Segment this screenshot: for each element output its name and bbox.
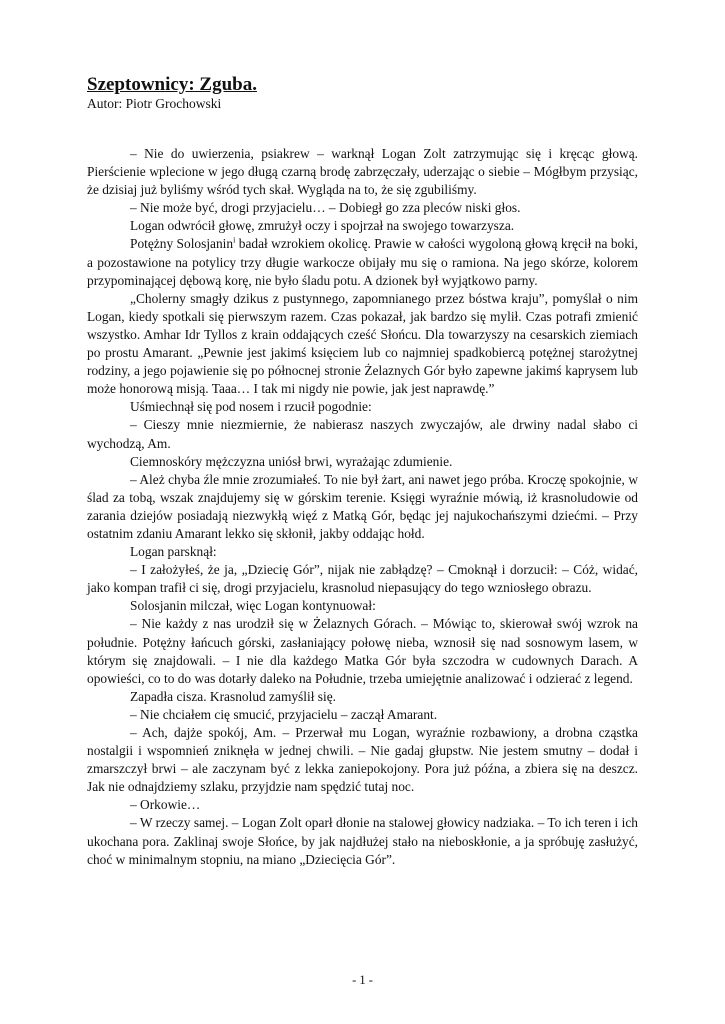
paragraph: Logan parsknął: xyxy=(130,544,217,560)
document-title: Szeptownicy: Zguba. xyxy=(87,74,257,95)
paragraph: „Cholerny smagły dzikus z pustynnego, zapomnianego przez bóstwa kraju”, pomyślał o nim Logan, kiedy spotkali się pierwszym razem. Czas pokazał, jak bardzo się mylił. Czas potrafi zmienić wszystko. Amhar Idr Tyllos z krain oddających cześć Słońcu. Dla towarzyszy na cesarskich ziemiach po prostu Amarant. „Pewnie jest jakimś księciem lub co najmniej spadkobiercą potężnej starożytnej rodziny, a jego pojawienie się po północnej stronie Żelaznych Gór było zapewne jakimś kaprysem lub może honorową misją. Taaa… I tak mi nigdy nie powie, jak jest naprawdę.” xyxy=(87,290,638,397)
paragraph-text: badał wzrokiem okolicę. Prawie w całości wygoloną głową kręcił na boki, a pozostawione na potylicy trzy długie warkocze obijały mu się o ramiona. Na jego skórze, kolorem przypominającej dębową korę, nie było śladu potu. A dzionek był wyjątkowo parny. xyxy=(87,236,638,288)
paragraph: Solosjanin milczał, więc Logan kontynuował: xyxy=(130,598,376,614)
paragraph: – Nie chciałem cię smucić, przyjacielu – zaczął Amarant. xyxy=(130,706,438,722)
paragraph: – Nie każdy z nas urodził się w Żelaznych Górach. – Mówiąc to, skierował swój wzrok na południe. Potężny łańcuch górski, zasłaniający połowę nieba, wznosił się nad sosnowym lasem, w którym się znajdowali. – I nie dla każdego Matka Gór była szczodra w cudownych Darach. A opowieści, co to do was dotarły daleko na Południe, trzeba umiejętnie analizować i odzierać z legend. xyxy=(87,616,638,686)
paragraph: – Nie może być, drogi przyjacielu… – Dobiegł go zza pleców niski głos. xyxy=(130,200,521,216)
paragraph: – Nie do uwierzenia, psiakrew – warknął Logan Zolt zatrzymując się i kręcąc głową. Pierścienie wplecione w jego długą czarną brodę zabrzęczały, uderzając o siebie – Mógłbym przysiąc, że dzisiaj już byliśmy wśród tych skał. Wygląda na to, że się zgubiliśmy. xyxy=(87,146,638,198)
paragraph: – Cieszy mnie niezmiernie, że nabierasz naszych zwyczajów, ale drwiny nadal słabo ci wychodzą, Am. xyxy=(87,417,638,451)
document-body xyxy=(87,145,638,869)
paragraph: Zapadła cisza. Krasnolud zamyślił się. xyxy=(130,688,336,704)
paragraph xyxy=(87,235,638,289)
paragraph: Logan odwrócił głowę, zmrużył oczy i spojrzał na swojego towarzysza. xyxy=(130,218,515,234)
footnote-marker[interactable]: i xyxy=(233,236,236,245)
paragraph: – Ależ chyba źle mnie zrozumiałeś. To nie był żart, ani nawet jego próba. Kroczę spokojnie, w ślad za tobą, wszak znajdujemy się w górskim terenie. Księgi wyraźnie mówią, iż krasnoludowie od zarania dziejów posiadają niezwykłą więź z Matką Gór, będąc jej najukochańszymi dziećmi. – Przy ostatnim zdaniu Amarant lekko się skłonił, jakby oddając hołd. xyxy=(87,471,638,541)
paragraph: – W rzeczy samej. – Logan Zolt oparł dłonie na stalowej głowicy nadziaka. – To ich teren i ich ukochana pora. Zaklinaj swoje Słońce, by jak najdłużej stało na nieboskłonie, a ja spróbuję zasłużyć, choć w minimalnym stopniu, na miano „Dziecięcia Gór”. xyxy=(87,815,638,867)
paragraph: – Orkowie… xyxy=(130,797,201,813)
paragraph: Uśmiechnął się pod nosem i rzucił pogodnie: xyxy=(130,399,372,415)
document-author: Autor: Piotr Grochowski xyxy=(87,96,222,111)
paragraph: – Ach, dajże spokój, Am. – Przerwał mu Logan, wyraźnie rozbawiony, a drobna cząstka nostalgii i wspomnień zniknęła w jednej chwili. – Nie gadaj głupstw. Nie jestem smutny – dodał i zmarszczył brwi – ale zaczynam być z lekka zaniepokojony. Pora już późna, a zbiera się na deszcz. Jak nie odnajdziemy szlaku, przyjdzie nam spędzić tutaj noc. xyxy=(87,725,638,795)
paragraph: Ciemnoskóry mężczyzna uniósł brwi, wyrażając zdumienie. xyxy=(130,453,453,469)
page-number: - 1 - xyxy=(352,973,373,987)
paragraph: – I założyłeś, że ja, „Dziecię Gór”, nijak nie zabłądzę? – Cmoknął i dorzucił: – Cóż, widać, jako kompan trafił ci się, drogi przyjacielu, krasnolud niepasujący do tego wzniosłego obrazu. xyxy=(87,562,638,596)
paragraph-text: Potężny Solosjanin xyxy=(130,236,234,252)
